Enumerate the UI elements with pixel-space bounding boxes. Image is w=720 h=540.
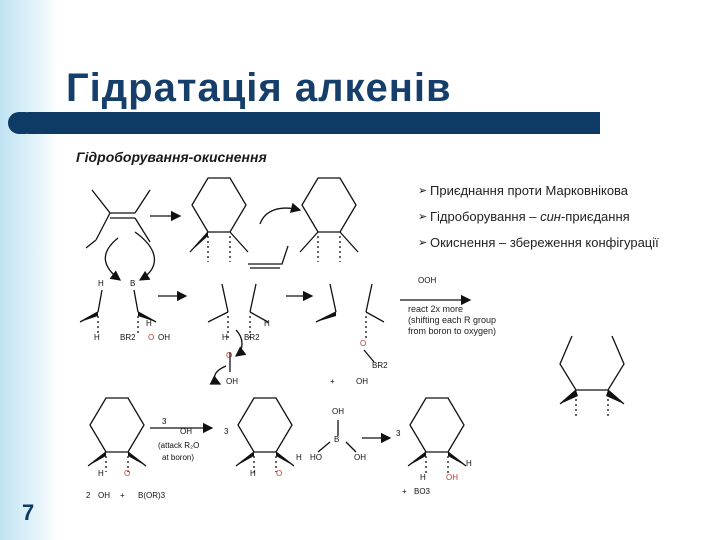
atom-label: H <box>94 333 100 342</box>
atom-label: + <box>402 487 407 496</box>
slide-subtitle: Гідроборування-окиснення <box>76 149 267 165</box>
atom-label: + <box>330 377 335 386</box>
bullet-text-part: -приєдання <box>560 209 630 224</box>
arrow-note-line: from boron to oxygen) <box>408 326 497 336</box>
cyclohexene-structure <box>86 190 150 248</box>
curved-arrow-icon <box>135 232 154 280</box>
atom-label: HO <box>310 453 322 462</box>
cyclohexane-ring <box>190 178 248 262</box>
atom-label: OH <box>332 407 344 416</box>
atom-label: BR2 <box>120 333 136 342</box>
atom-label: OH <box>354 453 366 462</box>
coefficient-label: 3 <box>396 429 401 438</box>
bullet-text: Приєднання проти Марковнікова <box>430 183 629 198</box>
atom-label: BR2 <box>244 333 260 342</box>
atom-label: B <box>334 435 340 444</box>
atom-label: OH <box>446 473 458 482</box>
curved-arrow-icon <box>105 238 120 280</box>
arrow-note-line: (attack R₂O <box>158 441 200 450</box>
borane-complex <box>80 290 156 336</box>
alkylborate-intermediate <box>316 284 384 362</box>
curved-arrow-icon <box>260 208 300 224</box>
arrow-note-line: (shifting each R group <box>408 315 497 325</box>
coefficient-label: 2 <box>86 491 91 500</box>
atom-label: O <box>148 333 155 342</box>
atom-label: B(OR)3 <box>138 491 166 500</box>
atom-label: B <box>130 279 136 288</box>
arrowhead-bullet-icon: ➢ <box>418 237 428 249</box>
coefficient-label: 3 <box>162 417 167 426</box>
bullet-text-italic: син <box>540 209 561 224</box>
atom-label: BR2 <box>372 361 388 370</box>
bullet-text-part: Гідроборування – <box>430 209 541 224</box>
atom-label: O <box>276 469 283 478</box>
borane-peroxide-complex <box>208 284 268 372</box>
atom-label: OH <box>226 377 238 386</box>
atom-label: OH <box>356 377 368 386</box>
atom-label: BO3 <box>414 487 431 496</box>
slide-number: 7 <box>22 500 35 525</box>
arrow-note-line: react 2x more <box>408 304 464 314</box>
atom-label: H <box>146 319 152 328</box>
coefficient-label: 3 <box>224 427 229 436</box>
product-ring-partial <box>560 336 624 418</box>
arrow-note-line: at boron) <box>162 453 195 462</box>
atom-label: OH <box>98 491 110 500</box>
atom-label: H <box>98 279 104 288</box>
atom-label: H <box>264 319 270 328</box>
atom-label: H <box>466 459 472 468</box>
slide-title: Гідратація алкенів <box>66 66 452 110</box>
arrowhead-bullet-icon: ➢ <box>418 211 428 223</box>
atom-label: H <box>420 473 426 482</box>
atom-label: OH <box>180 427 192 436</box>
atom-label: H <box>250 469 256 478</box>
arrowhead-bullet-icon: ➢ <box>418 185 428 197</box>
atom-label: H <box>222 333 228 342</box>
cyclohexane-ring <box>408 398 466 476</box>
atom-label: H <box>296 453 302 462</box>
cyclohexane-ring <box>300 178 358 262</box>
bullet-text: Окиснення – збереження конфігурації <box>430 235 659 250</box>
atom-label: + <box>120 491 125 500</box>
atom-label: OH <box>158 333 170 342</box>
atom-label: O <box>226 351 233 360</box>
atom-label: H <box>98 469 104 478</box>
atom-label: O <box>124 469 131 478</box>
atom-label: OOH <box>418 276 437 285</box>
atom-label: O <box>360 339 367 348</box>
